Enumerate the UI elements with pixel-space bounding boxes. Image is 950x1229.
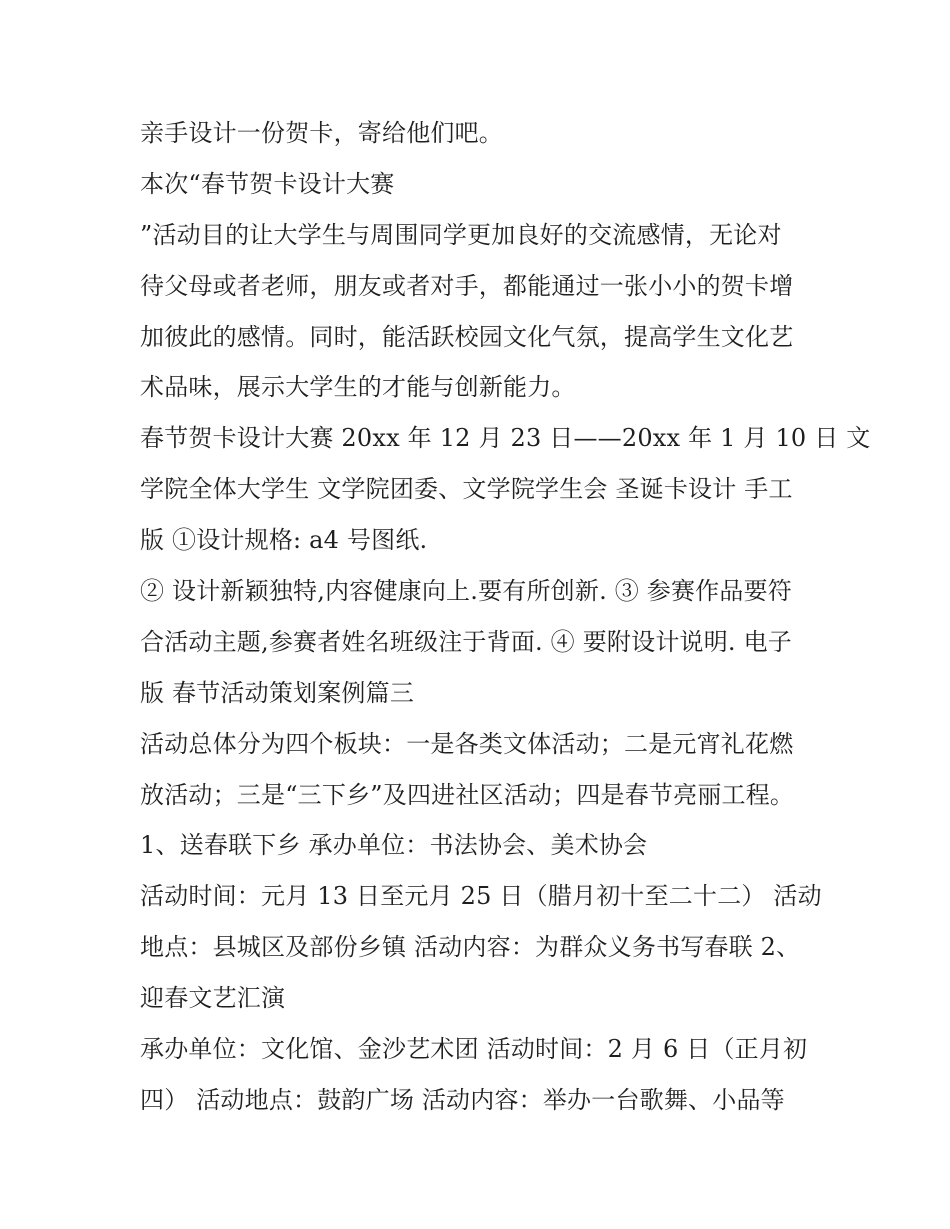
text-line: 术品味，展示大学生的才能与创新能力。 bbox=[140, 373, 576, 402]
text-line: 放活动；三是“三下乡”及四进社区活动；四是春节亮丽工程。 bbox=[140, 780, 795, 809]
text-line: 活动时间：元月 13 日至元月 25 日（腊月初十至二十二） 活动 bbox=[140, 882, 822, 911]
text-line: 版 春节活动策划案例篇三 bbox=[140, 678, 415, 707]
text-line: 春节贺卡设计大赛 20xx 年 12 月 23 日——20xx 年 1 月 10 日 文 bbox=[140, 424, 871, 453]
document-body bbox=[140, 108, 871, 1126]
text-line: 合活动主题,参赛者姓名班级注于背面. ④ 要附设计说明. 电子 bbox=[140, 627, 792, 656]
text-line: 迎春文艺汇演 bbox=[140, 984, 286, 1013]
text-line: 本次“春节贺卡设计大赛 bbox=[140, 169, 395, 198]
text-line: ”活动目的让大学生与周围同学更加良好的交流感情，无论对 bbox=[140, 220, 782, 249]
text-line: 亲手设计一份贺卡，寄给他们吧。 bbox=[140, 119, 503, 147]
text-line: 加彼此的感情。同时，能活跃校园文化气氛，提高学生文化艺 bbox=[140, 322, 794, 351]
text-line: 版 ①设计规格: a4 号图纸. bbox=[140, 526, 428, 555]
text-line: 待父母或者老师，朋友或者对手，都能通过一张小小的贺卡增 bbox=[140, 271, 794, 300]
text-line: ② 设计新颖独特,内容健康向上.要有所创新. ③ 参赛作品要符 bbox=[140, 577, 792, 606]
text-line: 1、送春联下乡 承办单位：书法协会、美术协会 bbox=[140, 831, 648, 860]
text-line: 地点：县城区及部份乡镇 活动内容：为群众义务书写春联 2、 bbox=[140, 933, 801, 962]
text-line: 活动总体分为四个板块：一是各类文体活动；二是元宵礼花燃 bbox=[140, 729, 794, 758]
text-line: 承办单位：文化馆、金沙艺术团 活动时间：2 月 6 日（正月初 bbox=[140, 1035, 808, 1064]
text-line: 四） 活动地点：鼓韵广场 活动内容：举办一台歌舞、小品等 bbox=[140, 1085, 785, 1114]
text-line: 学院全体大学生 文学院团委、文学院学生会 圣诞卡设计 手工 bbox=[140, 475, 793, 504]
